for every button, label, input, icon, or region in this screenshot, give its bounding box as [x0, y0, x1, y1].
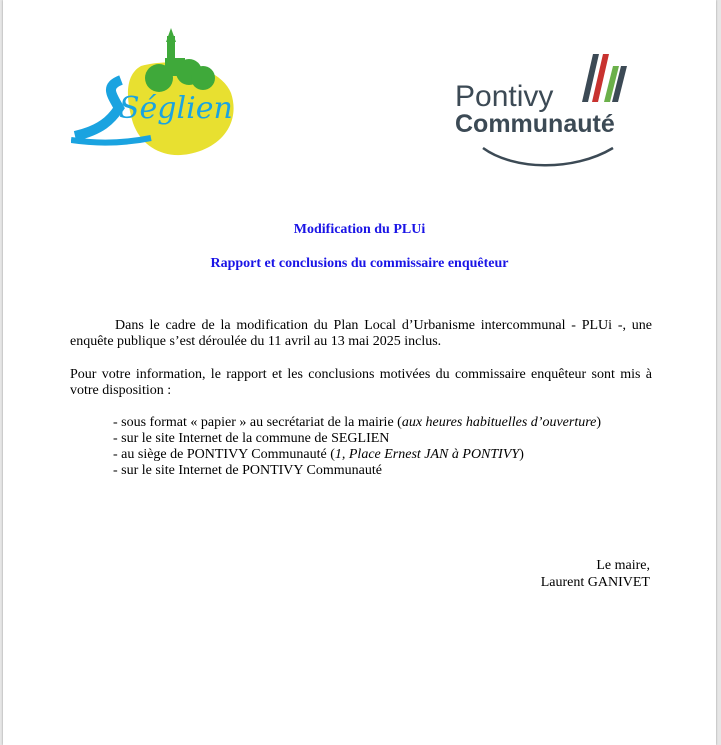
signature-name: Laurent GANIVET	[540, 575, 650, 590]
list-item: - sur le site Internet de PONTIVY Communauté	[113, 463, 382, 478]
availability-list	[113, 415, 653, 479]
list-item: - au siège de PONTIVY Communauté (1, Place Ernest JAN à PONTIVY)	[113, 447, 524, 462]
signature-block	[541, 557, 650, 591]
svg-text:Pontivy: Pontivy	[455, 80, 554, 113]
svg-text:Séglien: Séglien	[119, 91, 233, 126]
list-item: - sur le site Internet de la commune de SEGLIEN	[113, 431, 390, 446]
information-paragraph: Pour votre information, le rapport et les conclusions motivées du commissaire enquêteur sont mis à votre disposition :	[70, 367, 652, 398]
seglien-logo	[71, 28, 261, 158]
list-item: - sous format « papier » au secrétariat de la mairie (aux heures habituelles d’ouverture)	[113, 415, 602, 430]
pontivy-communaute-logo	[453, 44, 643, 174]
intro-paragraph: Dans le cadre de la modification du Plan Local d’Urbanisme intercommunal - PLUi -, une enquête publique s’est déroulée du 11 avril au 13 mai 2025 inclus.	[70, 318, 652, 349]
signature-title: Le maire,	[596, 558, 650, 573]
document-subtitle: Rapport et conclusions du commissaire enquêteur	[210, 256, 509, 271]
document-page	[3, 0, 716, 745]
document-title: Modification du PLUi	[293, 222, 426, 237]
svg-text:Communauté: Communauté	[455, 110, 615, 138]
